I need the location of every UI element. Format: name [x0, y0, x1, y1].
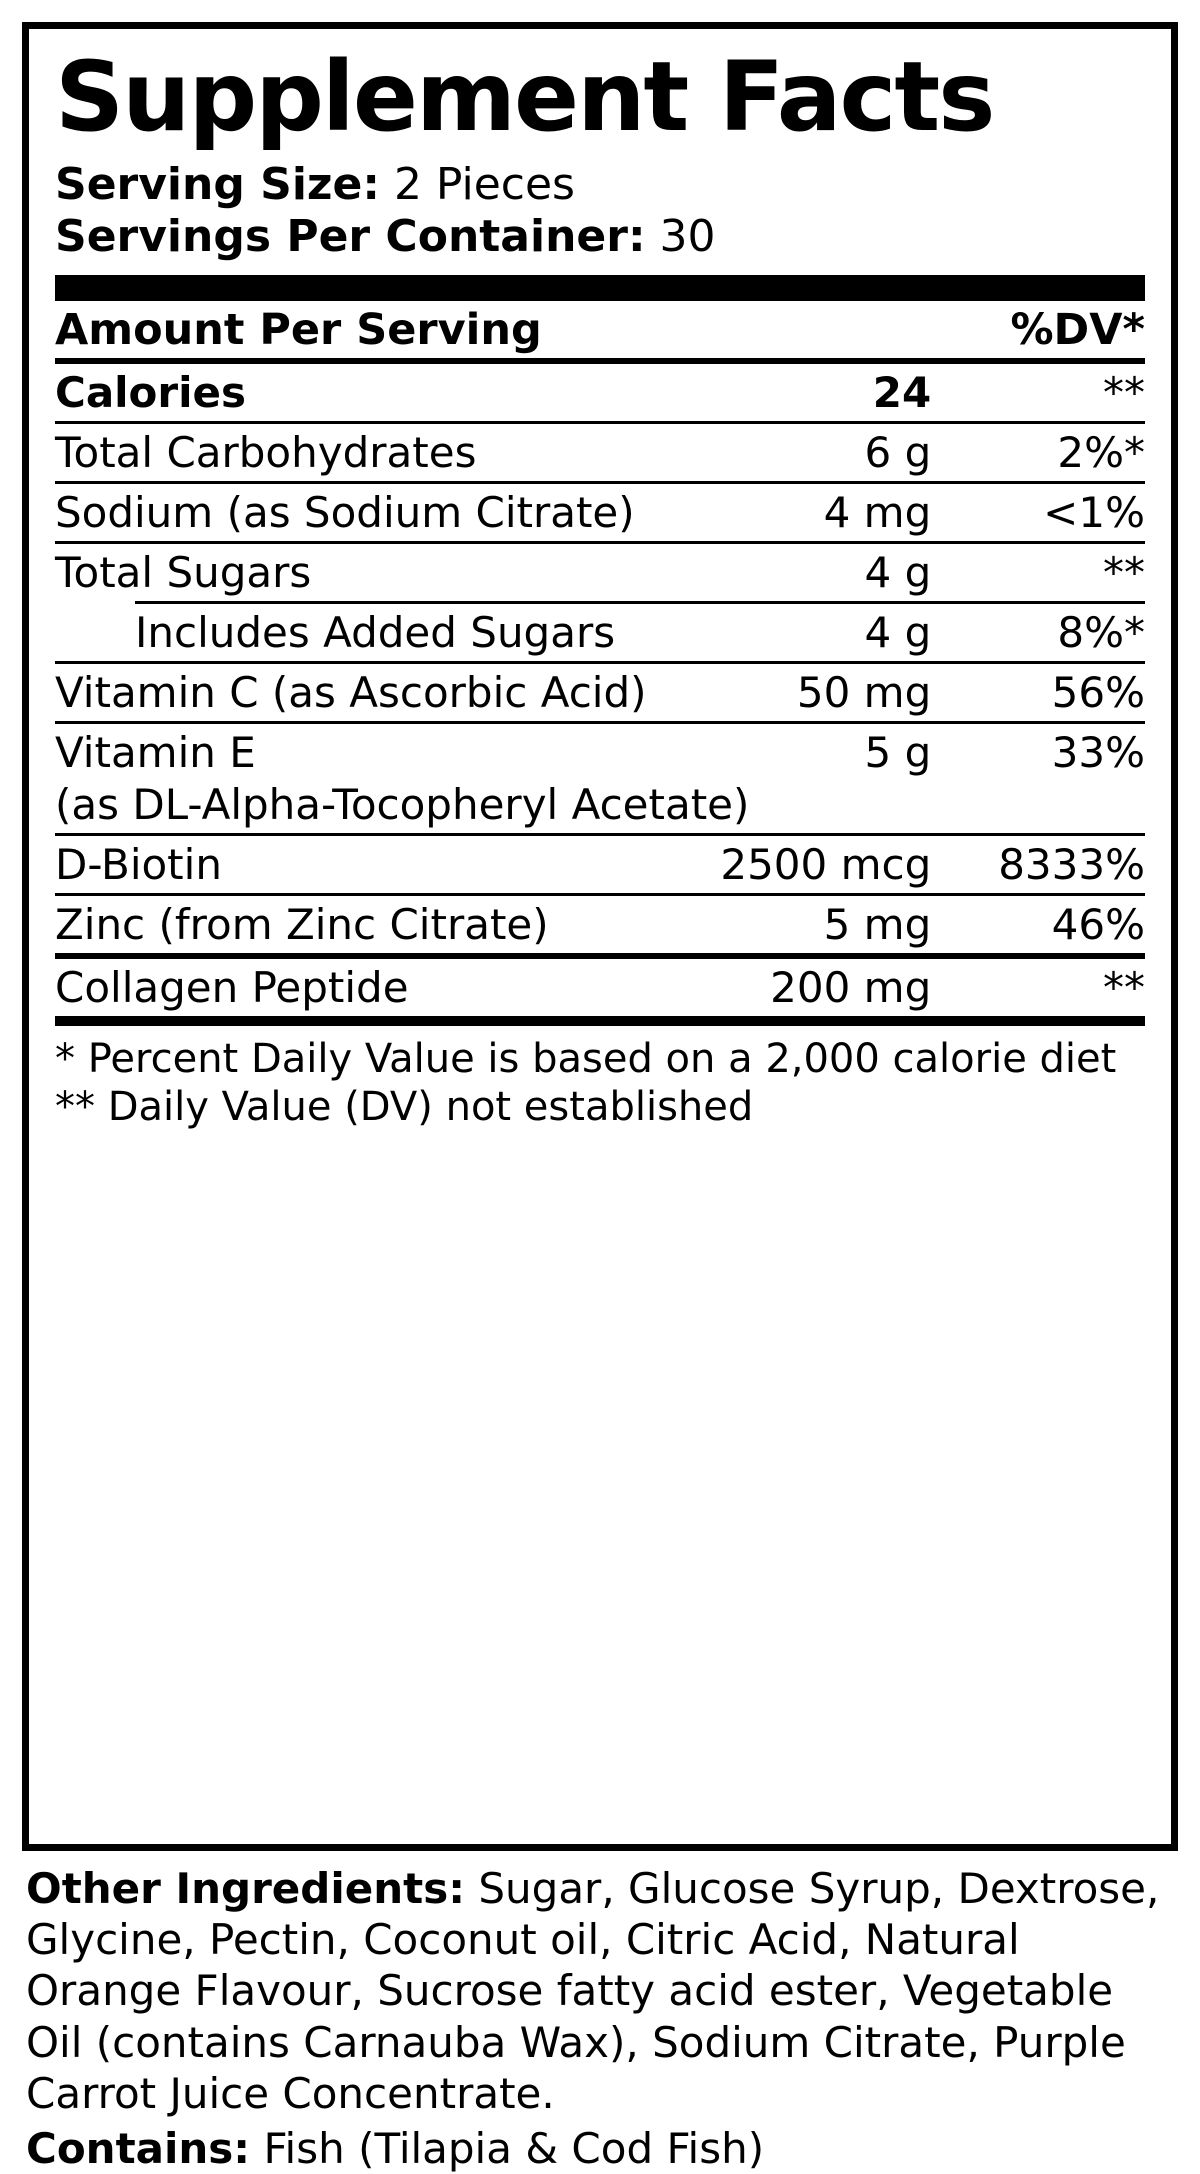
nutrient-dv: ** [1103, 548, 1145, 598]
nutrient-dv: 56% [1051, 668, 1145, 718]
nutrient-name: Vitamin E [55, 728, 256, 778]
amount-per-serving-header: Amount Per Serving [55, 304, 542, 355]
nutrient-name: Total Sugars [55, 548, 312, 598]
nutrient-amount: 2500 mcg [720, 840, 932, 890]
footnotes [55, 1026, 1145, 1136]
footnote-dv-not-established: ** Daily Value (DV) not established [55, 1083, 754, 1130]
header-spacer [676, 301, 941, 358]
nutrient-name: D-Biotin [55, 840, 222, 890]
nutrient-amount: 4 mg [823, 488, 932, 538]
contains-label: Contains: [26, 2124, 251, 2174]
nutrient-amount: 5 g [864, 728, 932, 778]
serving-size-line [55, 159, 1145, 211]
table-row-subnote [55, 781, 1145, 833]
nutrient-name: Includes Added Sugars [135, 608, 616, 658]
table-row [55, 364, 1145, 421]
label-border-box [22, 22, 1178, 1851]
other-ingredients-block [22, 1851, 1178, 2119]
serving-size-value: 2 Pieces [393, 159, 575, 210]
panel-title: Supplement Facts [55, 41, 994, 153]
nutrient-dv: 33% [1051, 728, 1145, 778]
nutrient-table [55, 301, 1145, 1017]
nutrient-name: Vitamin C (as Ascorbic Acid) [55, 668, 647, 718]
nutrient-name: Zinc (from Zinc Citrate) [55, 900, 549, 950]
nutrient-name: Sodium (as Sodium Citrate) [55, 488, 635, 538]
table-row [55, 604, 1145, 661]
table-row [55, 424, 1145, 481]
divider-thick-bottom [55, 1016, 1145, 1026]
table-row [55, 836, 1145, 893]
nutrient-name: Calories [55, 367, 247, 417]
table-row [55, 959, 1145, 1016]
table-row [55, 896, 1145, 953]
nutrient-dv: ** [1103, 367, 1145, 417]
nutrient-dv: <1% [1043, 488, 1145, 538]
servings-per-container-label: Servings Per Container: [55, 210, 646, 262]
nutrient-amount: 50 mg [796, 668, 932, 718]
dv-header: %DV* [1010, 304, 1145, 355]
table-row [55, 664, 1145, 721]
contains-block [22, 2119, 1178, 2174]
nutrient-name: Total Carbohydrates [55, 428, 477, 477]
nutrient-name: Collagen Peptide [55, 963, 409, 1013]
contains-text: Fish (Tilapia & Cod Fish) [263, 2124, 765, 2174]
servings-per-container-value: 30 [659, 210, 716, 262]
nutrient-dv: 46% [1051, 900, 1145, 950]
serving-size-label: Serving Size: [55, 159, 380, 210]
other-ingredients-label: Other Ingredients: [26, 1864, 466, 1913]
nutrient-amount: 4 g [864, 548, 932, 598]
nutrient-dv: ** [1103, 963, 1145, 1013]
table-row [55, 484, 1145, 541]
nutrient-amount: 24 [872, 367, 932, 417]
divider-thick-top [55, 275, 1145, 301]
nutrient-amount: 200 mg [770, 963, 932, 1013]
nutrient-dv: 8333% [998, 840, 1145, 890]
table-row [55, 544, 1145, 601]
nutrient-dv: 2%* [1057, 428, 1145, 477]
nutrient-amount: 5 mg [823, 900, 932, 950]
table-row [55, 724, 1145, 781]
nutrient-dv: 8%* [1057, 608, 1145, 658]
servings-per-container-line [55, 211, 1145, 263]
table-header-row [55, 301, 1145, 358]
nutrient-source-note: (as DL-Alpha-Tocopheryl Acetate) [55, 780, 750, 830]
other-ingredients-text: Sugar, Glucose Syrup, Dextrose, Glycine, Pectin, Coconut oil, Citric Acid, Natural Orange Flavour, Sucrose fatty acid ester, Vegetable Oil (contains Carnauba Wax), Sodium Citrate, Purple Carrot Juice Concentrate. [26, 1864, 1160, 2118]
footnote-daily-value: * Percent Daily Value is based on a 2,000 calorie diet [55, 1036, 1117, 1083]
nutrient-amount: 6 g [864, 428, 932, 477]
nutrient-amount: 4 g [864, 608, 932, 658]
